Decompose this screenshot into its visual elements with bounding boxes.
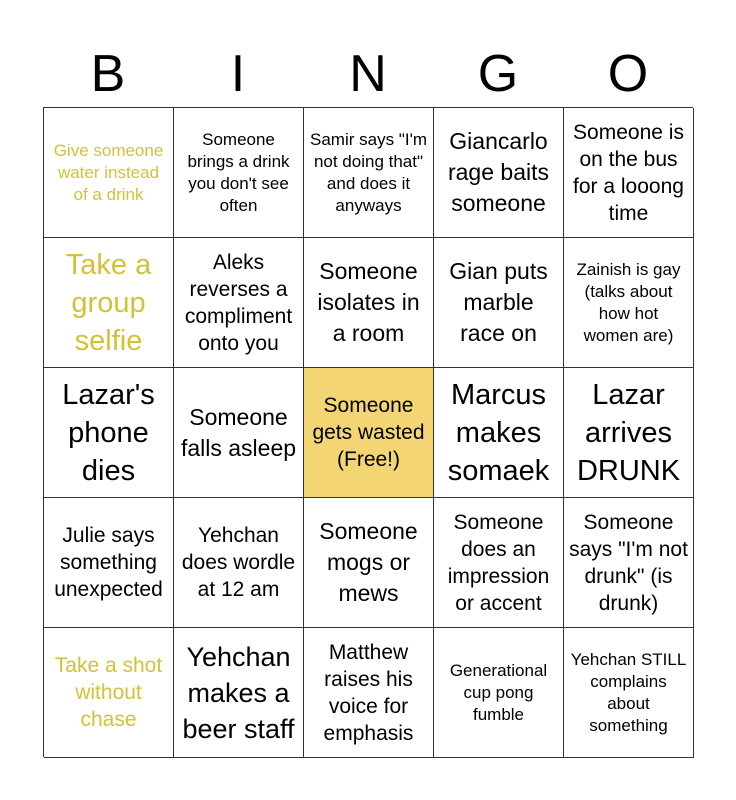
header-letter-g: G bbox=[477, 45, 519, 103]
cell-text: Someone isolates in a room bbox=[317, 258, 420, 346]
bingo-cell[interactable] bbox=[434, 628, 564, 758]
bingo-cell[interactable] bbox=[434, 498, 564, 628]
bingo-cell[interactable] bbox=[44, 498, 174, 628]
header-letter-n: N bbox=[349, 45, 387, 103]
header-letter-i: I bbox=[230, 45, 246, 103]
bingo-card bbox=[43, 107, 693, 757]
cell-text: Give someone water instead of a drink bbox=[53, 140, 164, 204]
bingo-cell[interactable] bbox=[304, 498, 434, 628]
bingo-cell[interactable] bbox=[434, 108, 564, 238]
cell-text: Someone does an impression or accent bbox=[447, 510, 550, 615]
bingo-cell[interactable] bbox=[564, 498, 694, 628]
bingo-cell[interactable] bbox=[174, 628, 304, 758]
bingo-cell[interactable] bbox=[304, 108, 434, 238]
cell-text: Take a group selfie bbox=[65, 248, 152, 357]
bingo-cell[interactable] bbox=[44, 628, 174, 758]
bingo-cell[interactable] bbox=[304, 628, 434, 758]
cell-text: Yehchan STILL complains about something bbox=[570, 649, 687, 735]
cell-text: Lazar arrives DRUNK bbox=[576, 378, 681, 487]
cell-text: Someone says "I'm not drunk" (is drunk) bbox=[569, 510, 688, 615]
cell-text: Matthew raises his voice for emphasis bbox=[323, 640, 414, 745]
bingo-cell[interactable] bbox=[304, 238, 434, 368]
cell-text: Someone gets wasted (Free!) bbox=[312, 394, 425, 471]
cell-text: Marcus makes somaek bbox=[447, 378, 550, 487]
bingo-cell[interactable] bbox=[434, 368, 564, 498]
bingo-cell[interactable] bbox=[564, 238, 694, 368]
free-space-cell[interactable] bbox=[304, 368, 434, 498]
cell-text: Giancarlo rage baits someone bbox=[447, 128, 549, 216]
cell-text: Someone mogs or mews bbox=[319, 518, 418, 606]
bingo-cell[interactable] bbox=[564, 368, 694, 498]
header-letter-o: O bbox=[607, 45, 649, 103]
cell-text: Yehchan does wordle at 12 am bbox=[181, 524, 296, 601]
bingo-cell[interactable] bbox=[44, 108, 174, 238]
bingo-header bbox=[43, 44, 693, 104]
cell-text: Julie says something unexpected bbox=[54, 524, 163, 601]
cell-text: Take a shot without chase bbox=[54, 654, 163, 731]
bingo-cell[interactable] bbox=[564, 628, 694, 758]
bingo-cell[interactable] bbox=[174, 498, 304, 628]
bingo-cell[interactable] bbox=[174, 368, 304, 498]
cell-text: Aleks reverses a compliment onto you bbox=[184, 250, 293, 355]
cell-text: Someone is on the bus for a looong time bbox=[573, 120, 684, 225]
header-letter-b: B bbox=[90, 45, 126, 103]
cell-text: Zainish is gay (talks about how hot women are) bbox=[576, 259, 681, 345]
bingo-cell[interactable] bbox=[44, 238, 174, 368]
cell-text: Lazar's phone dies bbox=[62, 378, 155, 487]
cell-text: Yehchan makes a beer staff bbox=[182, 641, 295, 744]
cell-text: Someone brings a drink you don't see often bbox=[187, 129, 290, 215]
cell-text: Someone falls asleep bbox=[180, 403, 297, 461]
bingo-cell[interactable] bbox=[174, 108, 304, 238]
cell-text: Gian puts marble race on bbox=[449, 258, 548, 346]
bingo-cell[interactable] bbox=[434, 238, 564, 368]
bingo-cell[interactable] bbox=[44, 368, 174, 498]
bingo-cell[interactable] bbox=[564, 108, 694, 238]
bingo-cell[interactable] bbox=[174, 238, 304, 368]
cell-text: Generational cup pong fumble bbox=[449, 660, 548, 724]
cell-text: Samir says "I'm not doing that" and does it anyways bbox=[310, 129, 427, 215]
